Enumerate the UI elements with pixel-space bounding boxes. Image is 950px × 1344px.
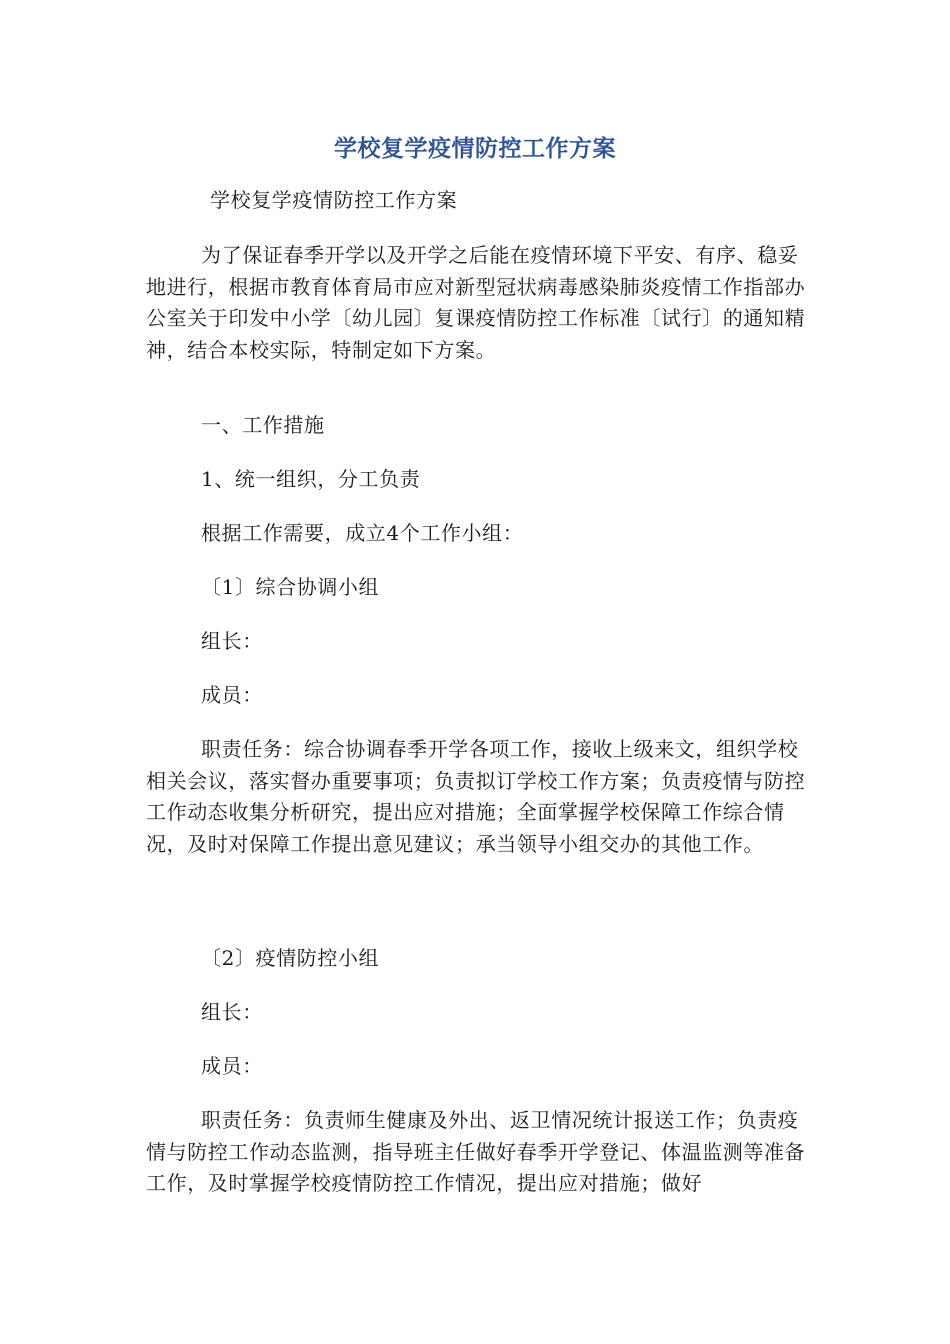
document-title: 学校复学疫情防控工作方案 — [334, 136, 616, 162]
group-members-label: 成员： — [201, 1054, 263, 1078]
section-heading: 一、工作措施 — [201, 413, 325, 437]
group-heading: 〔1〕综合协调小组 — [201, 575, 380, 599]
item-description: 根据工作需要，成立4个工作小组： — [201, 521, 524, 545]
group-members-label: 成员： — [201, 683, 263, 707]
group-leader-label: 组长： — [201, 629, 263, 653]
document-subtitle: 学校复学疫情防控工作方案 — [210, 188, 458, 212]
group-duty-paragraph: 职责任务：负责师生健康及外出、返卫情况统计报送工作；负责疫情与防控工作动态监测，指导班主任做好春季开学登记、体温监测等准备工作，及时掌握学校疫情防控工作情况，提出应对措施；做好 — [146, 1108, 806, 1195]
group-leader-label: 组长： — [201, 1000, 263, 1024]
group-heading: 〔2〕疫情防控小组 — [201, 946, 380, 970]
intro-paragraph: 为了保证春季开学以及开学之后能在疫情环境下平安、有序、稳妥地进行，根据市教育体育局市应对新型冠状病毒感染肺炎疫情工作指部办公室关于印发中小学〔幼儿园〕复课疫情防控工作标准〔试行〕的通知精神，结合本校实际，特制定如下方案。 — [146, 243, 806, 362]
item-heading: 1、统一组织，分工负责 — [201, 467, 421, 491]
group-duty-paragraph: 职责任务：综合协调春季开学各项工作，接收上级来文，组织学校相关会议，落实督办重要事项；负责拟订学校工作方案；负责疫情与防控工作动态收集分析研究，提出应对措施；全面掌握学校保障工作综合情况，及时对保障工作提出意见建议；承当领导小组交办的其他工作。 — [146, 737, 806, 856]
